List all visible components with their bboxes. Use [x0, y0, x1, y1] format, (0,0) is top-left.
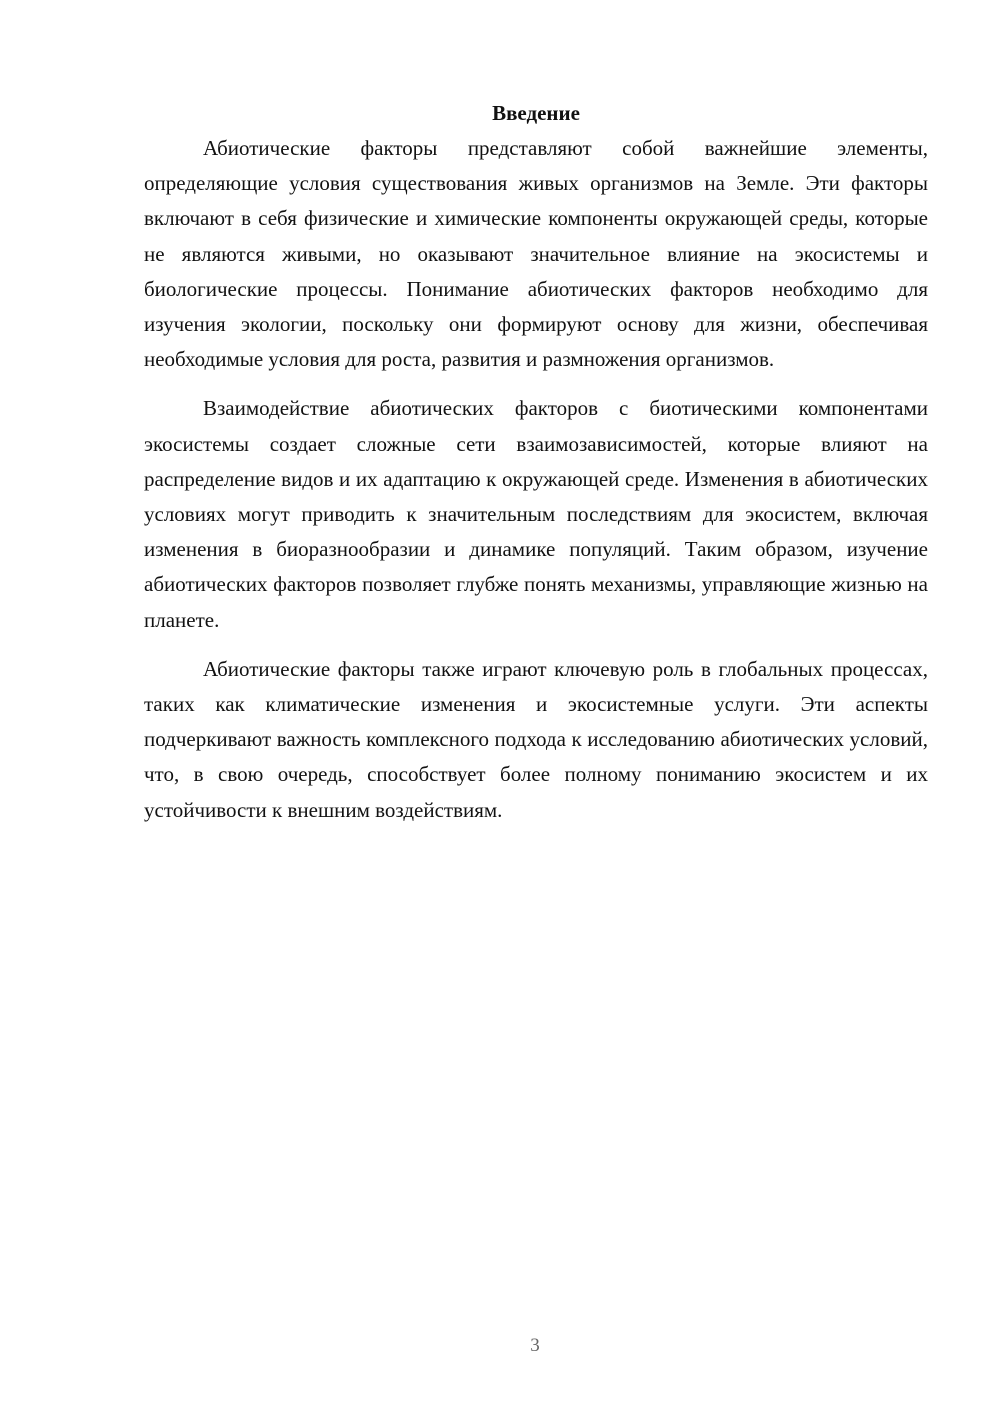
page-content [144, 96, 928, 828]
paragraph-2: Взаимодействие абиотических факторов с биотическими компонентами экосистемы создает сложные сети взаимозависимостей, которые влияют на распределение видов и их адаптацию к окружающей среде. Изменения в абиотических условиях могут приводить к значительным последствиям для экосистем, включая изменения в биоразнообразии и динамике популяций. Таким образом, изучение абиотических факторов позволяет глубже понять механизмы, управляющие жизнью на планете. [144, 396, 928, 632]
paragraph-3: Абиотические факторы также играют ключевую роль в глобальных процессах, таких как климатические изменения и экосистемные услуги. Эти аспекты подчеркивают важность комплексного подхода к исследованию абиотических условий, что, в свою очередь, способствует более полному пониманию экосистем и их устойчивости к внешним воздействиям. [144, 656, 928, 822]
paragraph-1: Абиотические факторы представляют собой важнейшие элементы, определяющие условия существования живых организмов на Земле. Эти факторы включают в себя физические и химические компоненты окружающей среды, которые не являются живыми, но оказывают значительное влияние на экосистемы и биологические процессы. Понимание абиотических факторов необходимо для изучения экологии, поскольку они формируют основу для жизни, обеспечивая необходимые условия для роста, развития и размножения организмов. [144, 136, 928, 372]
page-number: 3 [530, 1335, 540, 1356]
section-title: Введение [492, 101, 580, 125]
